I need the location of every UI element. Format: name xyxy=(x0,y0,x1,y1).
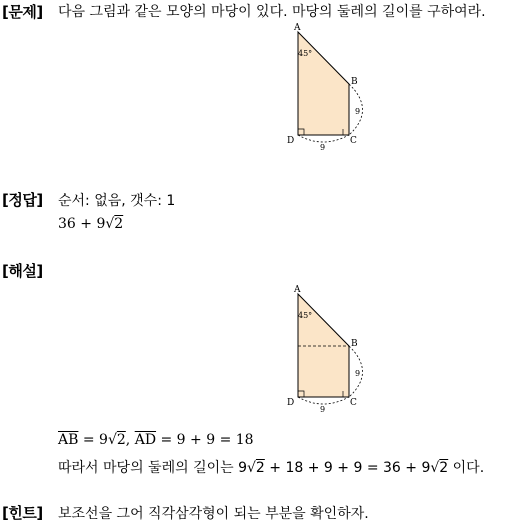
conclusion-b: + 18 + 9 + 9 = 36 + 9 xyxy=(264,460,431,476)
angle-label-2: 45° xyxy=(298,311,313,320)
segment-ad: $\overline{AD}$ xyxy=(134,432,157,448)
side-dc-label: 9 xyxy=(320,143,326,152)
answer-value-rad: 2 xyxy=(114,216,124,232)
side-bc-label-2: 9 xyxy=(355,369,361,378)
answer-line1: 순서: 없음, 갯수: 1 xyxy=(58,193,176,209)
label-b-2: B xyxy=(351,339,358,349)
hint-text: 보조선을 그어 직각삼각형이 되는 부분을 확인하자. xyxy=(58,506,369,522)
label-a-2: A xyxy=(294,285,301,295)
segment-ab-rad: 2 xyxy=(116,432,126,448)
conclusion-rad1: 2 xyxy=(255,460,265,476)
solution-figure xyxy=(286,284,366,414)
problem-figure xyxy=(286,22,366,152)
answer-value-a: 36 + 9 xyxy=(58,216,106,232)
conclusion-a: 따라서 마당의 둘레의 길이는 9 xyxy=(58,460,247,476)
label-d: D xyxy=(287,136,295,146)
sqrt-symbol: √ xyxy=(105,216,115,232)
solution-equation xyxy=(58,432,254,448)
label-c-2: C xyxy=(350,398,357,408)
side-bc-label: 9 xyxy=(355,107,361,116)
problem-text: 다음 그림과 같은 모양의 마당이 있다. 마당의 둘레의 길이를 구하여라. xyxy=(58,4,486,20)
answer-tag: [정답] xyxy=(2,191,43,209)
hint-tag: [힌트] xyxy=(2,504,43,522)
eq-separator: , xyxy=(125,432,135,448)
label-a: A xyxy=(294,23,301,33)
segment-ab: $\overline{AB}$ xyxy=(58,432,79,448)
label-c: C xyxy=(350,136,357,146)
sqrt-symbol: √ xyxy=(247,460,256,476)
conclusion-c: 이다. xyxy=(448,460,485,476)
conclusion-rad2: 2 xyxy=(439,460,449,476)
label-b: B xyxy=(351,77,358,87)
side-dc-label-2: 9 xyxy=(320,405,326,414)
solution-conclusion xyxy=(58,457,484,477)
sqrt-symbol: √ xyxy=(430,460,440,476)
angle-label: 45° xyxy=(298,49,313,58)
answer-value xyxy=(58,216,123,232)
solution-tag: [해설] xyxy=(2,262,43,280)
segment-ad-value: = 9 + 9 = 18 xyxy=(156,432,254,448)
problem-tag: [문제] xyxy=(2,3,43,21)
segment-ab-value: = 9 xyxy=(78,432,108,448)
sqrt-symbol: √ xyxy=(107,432,117,448)
label-d-2: D xyxy=(287,398,295,408)
